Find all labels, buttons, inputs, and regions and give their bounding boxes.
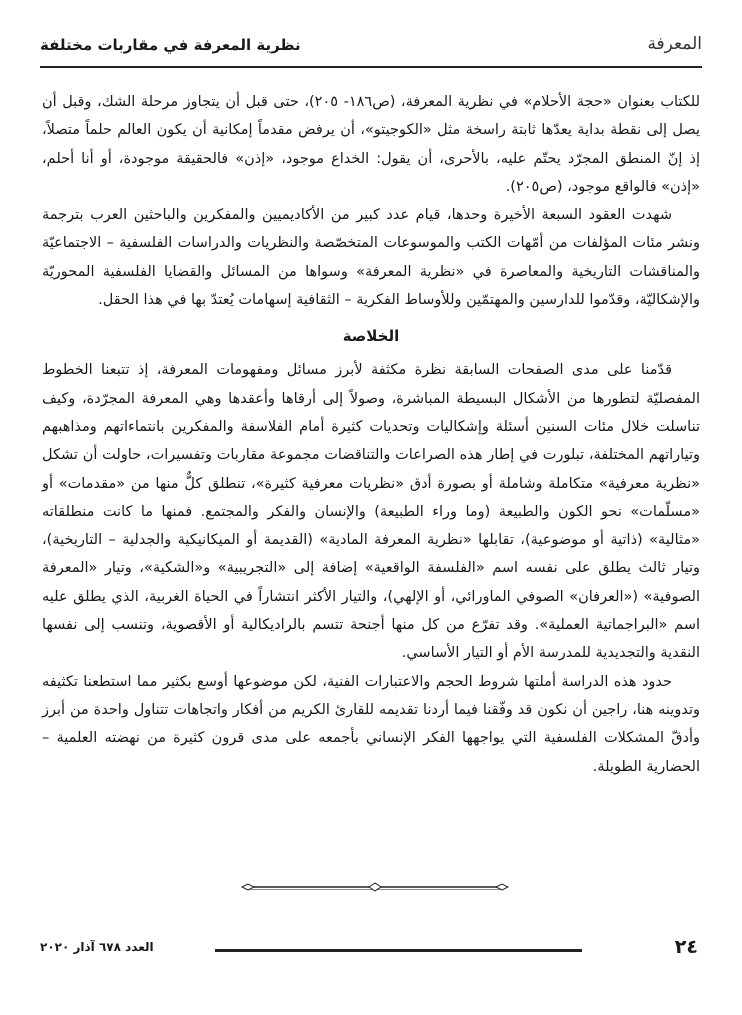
paragraph: حدود هذه الدراسة أملتها شروط الحجم والاعتبارات الفنية، لكن موضوعها أوسع بكثير مما استطعنا تكثيفه وتدوينه هنا، راجين أن نكون قد وفّقنا فيما أردنا تقديمه للقارئ الكريم من أفكار واتجاهات تتناول واحدة من أبرز وأدقّ المشكلات الفلسفية التي يواجهها الفكر الإنساني بأجمعه على مدى قرون كثيرة من نهضته العلمية – الحضارية الطويلة. [42, 673, 700, 775]
paragraph: للكتاب بعنوان «حجة الأحلام» في نظرية المعرفة، (ص١٨٦- ٢٠٥)، حتى قبل أن يتجاوز مرحلة الشك، وقبل أن يصل إلى نقطة بداية يعدّها ثابتة راسخة مثل «الكوجيتو»، أن يرفض مقدماً إمكانية أن يكون العالم حلماً متصلاً، إذ إنّ المنطق المجرّد يحتّم عليه، بالأحرى، أن يقول: الخداع موجود، «إذن» فالحقيقة موجودة، أو أنا أحلم، «إذن» فالواقع موجود، (ص٢٠٥). [42, 94, 700, 195]
paragraph: قدّمنا على مدى الصفحات السابقة نظرة مكثفة لأبرز مسائل ومفهومات المعرفة، إذ تتبعنا الخطوط المفصليّة لتطورها من الأشكال البسيطة المباشرة، وصولاً إلى أرقاها وأعقدها وهي المعرفة المجرّدة، وكيف تناسلت خلال مئات السنين أسئلة وإشكاليات وتحديات كثيرة أمام الفلاسفة والمفكرين بانتماءاتهم ومذاهبهم وتياراتهم المختلفة، تبلورت في إطار هذه الصراعات والتناقضات مجموعة مقاربات وتفسيرات، حاولت أن تشكل «نظرية معرفية» متكاملة وشاملة أو بصورة أدق «نظريات معرفية كثيرة»، تنطلق كلٌّ منها من «مقدمات» أو «مسلّمات» نحو الكون والطبيعة (وما وراء الطبيعة) والإنسان والفكر والمجتمع. فمنها ما كانت منطلقاته «مثالية» (ذاتية أو موضوعية)، تقابلها «نظرية المعرفة المادية» (القديمة أو الميكانيكية والجدلية – التاريخية)، وتيار ثالث يطلق على نفسه اسم «الفلسفة الواقعية» إضافة إلى «التجريبية» و«الشكية»، وتيار «المعرفة الصوفية» («العرفان» الصوفي الماورائي، أو الإلهي)، والتيار الأكثر انتشاراً في الحياة الغربية، الذي يطلق عليه اسم «البراجماتية العملية». وقد تفرّع من كل منها أجنحة تتسم بالراديكالية أو الأقصوية، وتنسب إلى نفسها النقدية والتجديدية للمدرسة الأم أو التيار الأساسي. [42, 362, 700, 662]
issue-info: العدد ٦٧٨ آذار ٢٠٢٠ [40, 940, 154, 954]
page-header [40, 30, 702, 68]
magazine-logo: المعرفة [647, 34, 702, 54]
ornament-divider [240, 880, 510, 894]
footer-rule [215, 949, 582, 952]
page-number: ٢٤ [674, 936, 698, 958]
article-body [42, 88, 700, 781]
paragraph: شهدت العقود السبعة الأخيرة وحدها، قيام عدد كبير من الأكاديميين والمفكرين والباحثين العرب بترجمة ونشر مئات المؤلفات من أمّهات الكتب والموسوعات المتخصّصة والنظريات والدراسات الفلسفية – الاجتماعيّة والمناقشات التاريخية والمعاصرة في «نظرية المعرفة» وسواها من المسائل والقضايا الفلسفية المحوريّة والإشكاليّة، وقدّموا للدارسين والمهتمّين وللأوساط الفكرية – الثقافية إسهامات يُعتدّ بها في هذا الحقل. [42, 207, 700, 309]
running-title: نظرية المعرفة في مقاربات مختلفة [40, 36, 301, 54]
page-footer [40, 936, 702, 966]
section-heading: الخلاصة [342, 327, 400, 346]
